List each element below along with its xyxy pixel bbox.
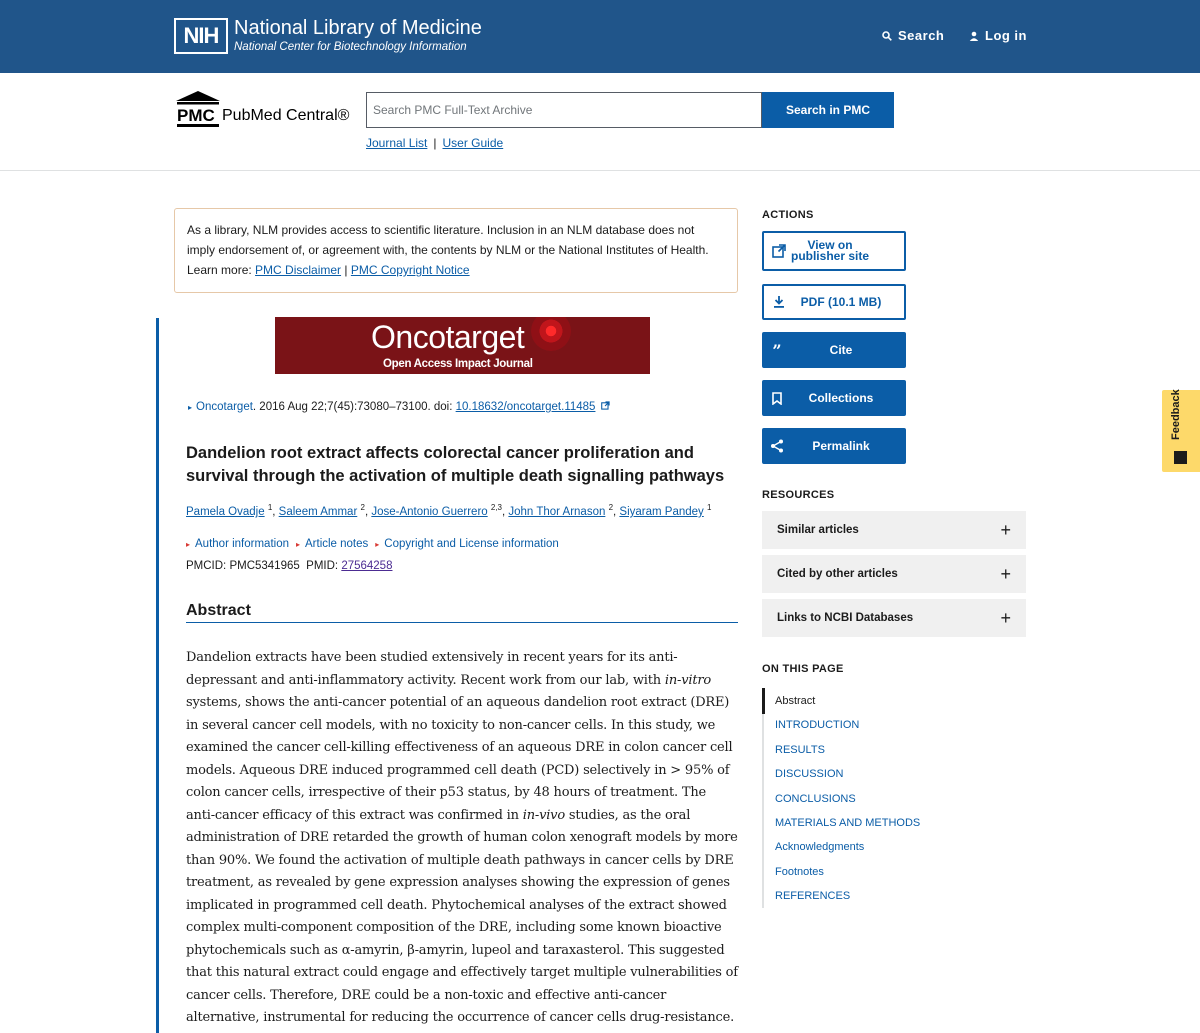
learn-more-label: Learn more: (187, 263, 252, 277)
author-list: Pamela Ovadje $^1$, Saleem Ammar $^2$, Jose-Antonio Guerrero $^{2,3}$, John Thor Arnason $^2$, Siyaram Pandey $^1$ (186, 503, 712, 518)
article-notes-toggle[interactable] (296, 538, 368, 550)
download-icon (771, 294, 787, 310)
external-link-icon (601, 401, 610, 410)
author-link[interactable]: Pamela Ovadje (186, 505, 265, 518)
collections-label: Collections (808, 390, 874, 405)
resource-label: Links to NCBI Databases (777, 612, 914, 624)
abstract-part: systems, shows the anti-cancer potential of an aqueous dandelion root extract (DRE) in several cancer cell models, with no toxicity to non-cancer cells. In this study, we examined the cancer cell-killing effectiveness of an aqueous DRE in colon cancer cell models. Aqueous DRE induced programmed cell death (PCD) selectively in > 95% of colon cancer cells, irrespective of their p53 status, by 48 hours of treatment. The anti-cancer efficacy of this extract was confirmed in (186, 695, 733, 823)
search-icon (882, 31, 892, 41)
share-icon (769, 438, 785, 454)
meta-link-label: Author information (195, 538, 289, 550)
login-label: Log in (985, 28, 1027, 43)
toc-acknowledgments[interactable]: Acknowledgments (775, 841, 865, 853)
expand-triangle-icon[interactable]: ▸ (188, 403, 193, 412)
quote-icon: ” (772, 340, 782, 360)
abstract-part: Dandelion extracts have been studied extensively in recent years for its anti-depressant and anti-inflammatory activity. Recent work from our lab, with (186, 650, 678, 688)
user-icon (969, 31, 979, 41)
external-link-icon (771, 243, 787, 259)
toc-conclusions[interactable]: CONCLUSIONS (775, 793, 856, 805)
actions-heading: ACTIONS (762, 209, 814, 221)
author-link[interactable]: Jose-Antonio Guerrero (371, 505, 488, 518)
author-affiliation: 1 (267, 503, 273, 512)
citation-details: . 2016 Aug 22;7(45):73080–73100. doi: (252, 401, 456, 413)
search-pmc-button[interactable]: Search in PMC (762, 92, 894, 128)
nlm-disclaimer (174, 208, 738, 293)
resources-heading: RESOURCES (762, 489, 835, 501)
pdf-label: PDF (10.1 MB) (800, 294, 882, 309)
pmc-logo-word: PMC (177, 106, 215, 125)
toc-materials-methods[interactable]: MATERIALS AND METHODS (775, 817, 921, 829)
view-on-publisher-button[interactable] (762, 231, 906, 271)
author-affiliation: 2 (360, 503, 365, 512)
feedback-tab[interactable] (1162, 390, 1200, 472)
permalink-button[interactable] (762, 428, 906, 464)
triangle-icon: ▸ (295, 540, 300, 549)
abstract-text (186, 647, 738, 1030)
toc-results[interactable]: RESULTS (775, 744, 825, 756)
triangle-icon: ▸ (375, 540, 380, 549)
pmc-logo[interactable] (174, 90, 359, 130)
cited-by-accordion[interactable] (762, 555, 1026, 593)
pmc-disclaimer-link[interactable]: PMC Disclaimer (255, 263, 342, 277)
article-meta-links (186, 538, 566, 550)
nlm-logo[interactable] (174, 17, 482, 54)
author-link[interactable]: Siyaram Pandey (619, 505, 704, 518)
feedback-icon (1174, 451, 1187, 464)
author-link[interactable]: John Thor Arnason (508, 505, 606, 518)
author-information-toggle[interactable] (186, 538, 289, 550)
feedback-label: Feedback (1170, 389, 1182, 440)
author-affiliation: 2,3 (490, 503, 502, 512)
toc-references[interactable]: REFERENCES (775, 890, 851, 902)
disclaimer-separator: | (344, 263, 348, 277)
pmc-search-input[interactable] (366, 92, 762, 128)
cite-label: Cite (829, 342, 853, 357)
cite-button[interactable] (762, 332, 906, 368)
pmcid-label: PMCID: PMC5341965 PMID: (186, 560, 342, 572)
toc-footnotes[interactable]: Footnotes (775, 866, 824, 878)
nlm-title: National Library of Medicine (234, 17, 482, 39)
abstract-heading: Abstract (186, 602, 251, 619)
collections-button[interactable] (762, 380, 906, 416)
plus-icon: + (1000, 607, 1011, 628)
abstract-italic: in-vitro (664, 672, 711, 688)
plus-icon: + (1000, 519, 1011, 540)
citation-line (188, 401, 610, 413)
pdf-download-button[interactable] (762, 284, 906, 320)
site-header (0, 0, 1200, 73)
pmc-copyright-link[interactable]: PMC Copyright Notice (350, 263, 470, 277)
resource-label: Cited by other articles (777, 568, 898, 580)
journal-link[interactable]: Oncotarget (196, 401, 253, 413)
abstract-part: studies, as the oral administration of DRE retarded the growth of human colon xenograft models by more than 90%. We found the activation of multiple death pathways in cancer cells by DRE treatment, as revealed by gene expression analyses showing the expression of genes implicated in programmed cell death. Phytochemical analyses of the extract showed complex multi-component composition of the DRE, including some known bioactive phytochemicals such as α-amyrin, β-amyrin, lupeol and taraxasterol. This suggested that this natural extract could engage and effectively target multiple vulnerabilities of cancer cells. Therefore, DRE could be a non-toxic and effective anti-cancer alternative, instrumental for reducing the occurrence of cancer cells drug-resistance. (186, 807, 738, 1025)
article-title: Dandelion root extract affects colorectal cancer proliferation and survival through the activation of multiple death signalling pathways (186, 444, 725, 485)
author-affiliation: 2 (608, 503, 614, 512)
toc-introduction[interactable]: INTRODUCTION (775, 719, 860, 731)
journal-banner-name: Oncotarget (371, 319, 525, 355)
meta-link-label: Article notes (305, 538, 369, 550)
permalink-label: Permalink (812, 438, 870, 453)
toc-track (762, 688, 764, 908)
journal-logo-circle (531, 317, 571, 351)
similar-articles-accordion[interactable] (762, 511, 1026, 549)
nav-separator: | (433, 136, 437, 150)
on-this-page-heading: ON THIS PAGE (762, 663, 844, 675)
author-affiliation: 1 (706, 503, 712, 512)
journal-list-link[interactable]: Journal List (366, 136, 428, 150)
disclaimer-text: As a library, NLM provides access to scientific literature. Inclusion in an NLM database does not imply endorsement of, or agreement with, the contents by NLM or the National Institutes of Health. (187, 223, 709, 257)
bookmark-icon (769, 390, 785, 406)
abstract-divider (186, 622, 738, 623)
pmid-link[interactable]: 27564258 (341, 560, 393, 572)
pmc-nav-links (366, 136, 503, 150)
header-search-button[interactable] (882, 28, 944, 43)
nih-logo-mark: NIH (174, 18, 228, 54)
view-on-publisher-label: View on publisher site (790, 238, 870, 263)
meta-link-label: Copyright and License information (384, 538, 559, 550)
toc-abstract[interactable]: Abstract (775, 695, 816, 707)
user-guide-link[interactable]: User Guide (442, 136, 504, 150)
toc-active-indicator (762, 688, 765, 714)
nlm-subtitle: National Center for Biotechnology Information (234, 41, 467, 53)
abstract-italic: in-vivo (522, 807, 565, 823)
article-accent-rule (156, 318, 159, 1033)
author-link[interactable]: Saleem Ammar (278, 505, 358, 518)
plus-icon: + (1000, 563, 1011, 584)
article-ids (186, 560, 392, 572)
toc-discussion[interactable]: DISCUSSION (775, 768, 844, 780)
copyright-toggle[interactable] (375, 538, 559, 550)
pmc-search-bar (0, 73, 1200, 171)
ncbi-links-accordion[interactable] (762, 599, 1026, 637)
pmc-logo-name: PubMed Central® (222, 107, 350, 124)
journal-banner-tagline: Open Access Impact Journal (383, 358, 533, 370)
header-search-label: Search (898, 28, 945, 43)
login-button[interactable] (969, 28, 1027, 43)
doi-link[interactable]: 10.18632/oncotarget.11485 (455, 401, 596, 413)
journal-banner[interactable] (275, 317, 650, 374)
triangle-icon: ▸ (186, 540, 191, 549)
resource-label: Similar articles (777, 524, 859, 536)
